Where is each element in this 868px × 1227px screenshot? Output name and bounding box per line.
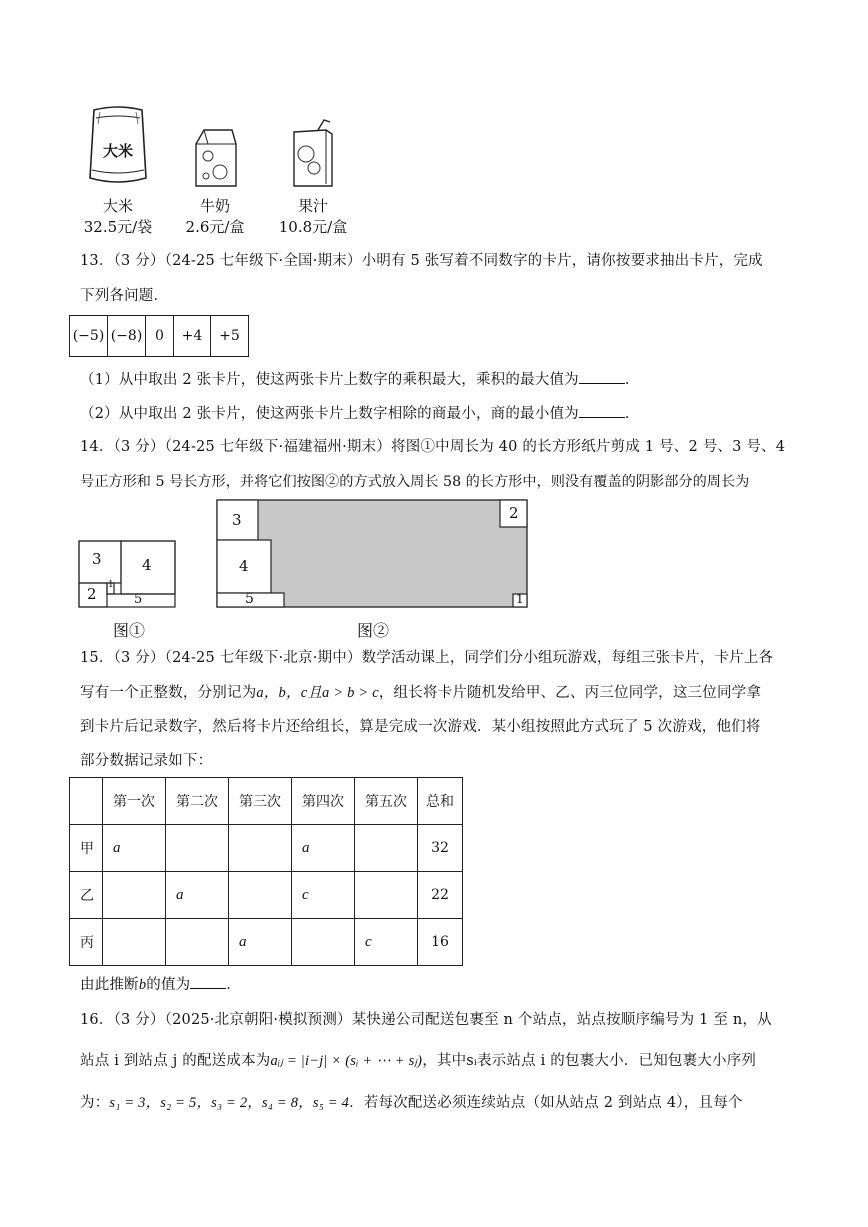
table-cell: c <box>355 919 418 966</box>
card: +5 <box>211 316 249 357</box>
fig1-label-2: 2 <box>87 585 97 603</box>
table-header-cell: 第三次 <box>229 778 292 825</box>
product-name: 大米 <box>102 197 133 215</box>
figure-2 <box>216 499 530 611</box>
card: 0 <box>146 316 174 357</box>
cost-formula: aᵢⱼ = |i−j| × (sᵢ + ⋯ + sⱼ) <box>270 1053 423 1069</box>
size-sequence: s₁ = 3，s₂ = 5，s₃ = 2，s₄ = 8，s₅ = 4 <box>109 1095 350 1111</box>
table-header-cell: 第四次 <box>292 778 355 825</box>
fig2-label-3: 3 <box>232 511 242 529</box>
q15-stem-cont2: 到卡片后记录数字，然后将卡片还给组长，算是完成一次游戏．某小组按照此方式玩了 5 次游戏，他们将 <box>80 719 761 735</box>
product-name: 果汁 <box>297 197 328 215</box>
fig2-label-5: 5 <box>245 591 254 607</box>
table-cell: 16 <box>418 919 463 966</box>
answer-blank[interactable] <box>579 403 625 418</box>
table-cell <box>229 825 292 872</box>
product-name: 牛奶 <box>199 197 230 215</box>
product-rice <box>78 196 158 238</box>
fig2-label-2: 2 <box>509 504 519 522</box>
table-header-cell: 第五次 <box>355 778 418 825</box>
card: +4 <box>174 316 211 357</box>
q16-stem: 16．（3 分）（2025·北京朝阳·模拟预测）某快递公司配送包裹至 n 个站点，站点按顺序编号为 1 至 n，从 <box>80 1012 772 1028</box>
milk-carton-icon <box>190 128 238 188</box>
q14-stem: 14．（3 分）（24-25 七年级下·福建福州·期末）将图①中周长为 40 的长方形纸片剪成 1 号、2 号、3 号、4 <box>80 439 786 455</box>
table-cell: a <box>166 872 229 919</box>
rice-bag-icon <box>86 104 150 188</box>
table-cell <box>166 919 229 966</box>
table-cell <box>292 919 355 966</box>
fig2-label-1: 1 <box>516 592 524 606</box>
row-label: 丙 <box>70 919 103 966</box>
table-row <box>70 872 463 919</box>
row-label: 乙 <box>70 872 103 919</box>
fig1-label-4: 4 <box>142 556 152 574</box>
table-cell: a <box>292 825 355 872</box>
table-header-cell: 总和 <box>418 778 463 825</box>
table-cell <box>229 872 292 919</box>
answer-blank[interactable] <box>579 369 625 384</box>
q15-stem-cont: 写有一个正整数，分别记为a，b，c且a > b > c，组长将卡片随机发给甲、乙、丙三位同学，这三位同学拿 <box>80 685 762 701</box>
q15-record-table <box>69 777 463 966</box>
juice-box-icon <box>290 118 336 188</box>
table-header-cell <box>70 778 103 825</box>
q13-part1: （1）从中取出 2 张卡片，使这两张卡片上数字的乘积最大，乘积的最大值为 ． <box>80 369 640 390</box>
fig1-label-3: 3 <box>92 550 102 568</box>
product-price: 2.6元/盒 <box>185 218 245 236</box>
table-header-cell: 第二次 <box>166 778 229 825</box>
table-cell: 32 <box>418 825 463 872</box>
q13-cards <box>69 315 249 357</box>
fig1-caption: 图① <box>113 621 146 640</box>
table-cell: a <box>103 825 166 872</box>
q15-stem: 15．（3 分）（24-25 七年级下·北京·期中）数学活动课上，同学们分小组玩游戏，每组三张卡片，卡片上各 <box>80 650 774 666</box>
product-price: 10.8元/盒 <box>278 218 348 236</box>
card: (−8) <box>108 316 146 357</box>
answer-blank[interactable] <box>190 974 226 989</box>
table-cell <box>166 825 229 872</box>
q13-stem-cont: 下列各问题． <box>80 288 169 304</box>
row-label: 甲 <box>70 825 103 872</box>
product-milk <box>172 196 258 238</box>
figure-1 <box>78 540 178 610</box>
rice-bag-text: 大米 <box>102 142 133 160</box>
fig2-label-4: 4 <box>239 557 249 575</box>
fig1-label-1: 1 <box>108 580 114 590</box>
table-cell <box>103 872 166 919</box>
product-price: 32.5元/袋 <box>83 218 153 236</box>
q16-stem-cont2: 为：s₁ = 3，s₂ = 5，s₃ = 2，s₄ = 8，s₅ = 4．若每次配送必须连续站点（如从站点 2 到站点 4），且每个 <box>80 1095 743 1111</box>
q14-stem-cont: 号正方形和 5 号长方形，并将它们按图②的方式放入周长 58 的长方形中，则没有覆盖的阴影部分的周长为 <box>80 474 750 490</box>
q13-part2: （2）从中取出 2 张卡片，使这两张卡片上数字相除的商最小，商的最小值为 ． <box>80 403 640 424</box>
table-header-cell: 第一次 <box>103 778 166 825</box>
table-row <box>70 919 463 966</box>
table-cell <box>355 872 418 919</box>
table-row <box>70 825 463 872</box>
table-cell: a <box>229 919 292 966</box>
card: (−5) <box>70 316 108 357</box>
q13-stem: 13．（3 分）（24-25 七年级下·全国·期末）小明有 5 张写着不同数字的卡片，请你按要求抽出卡片，完成 <box>80 253 763 269</box>
table-cell <box>355 825 418 872</box>
q15-ask: 由此推断b的值为 ． <box>80 974 241 995</box>
table-cell <box>103 919 166 966</box>
table-cell: c <box>292 872 355 919</box>
fig2-caption: 图② <box>357 621 390 640</box>
fig1-label-5: 5 <box>134 592 143 607</box>
table-cell: 22 <box>418 872 463 919</box>
product-juice <box>266 196 360 238</box>
q15-stem-cont3: 部分数据记录如下： <box>80 753 213 769</box>
q16-stem-cont: 站点 i 到站点 j 的配送成本为aᵢⱼ = |i−j| × (sᵢ + ⋯ + sⱼ)，其中sᵢ表示站点 i 的包裹大小．已知包裹大小序列 <box>80 1053 757 1069</box>
table-header-row <box>70 778 463 825</box>
